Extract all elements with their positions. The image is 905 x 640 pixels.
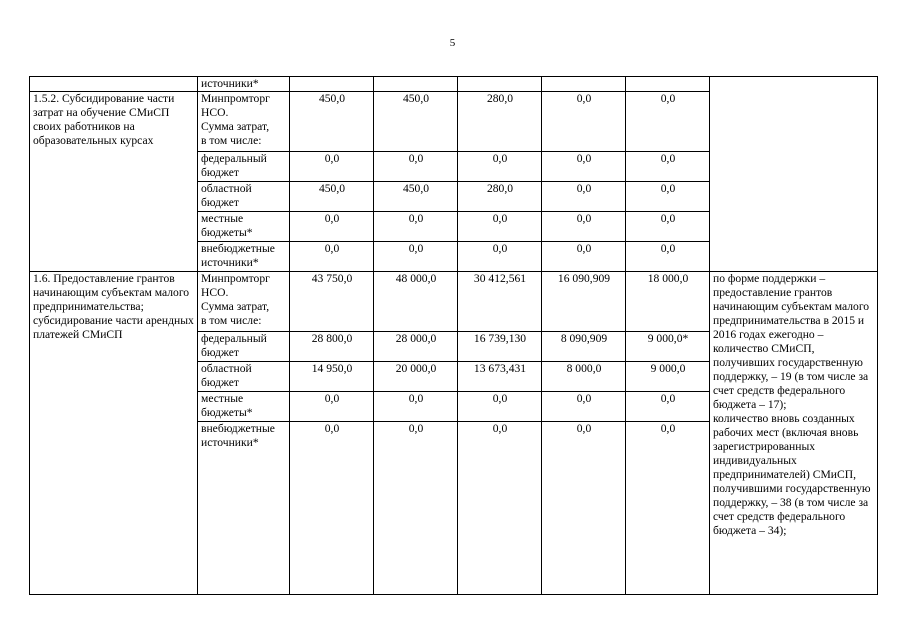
funding-source-cell: федеральный бюджет bbox=[198, 152, 290, 182]
value-cell bbox=[542, 77, 626, 92]
funding-source-cell: источники* bbox=[198, 77, 290, 92]
value-cell: 43 750,0 bbox=[290, 272, 374, 332]
value-cell: 0,0 bbox=[458, 212, 542, 242]
value-cell: 0,0 bbox=[626, 152, 710, 182]
value-cell: 13 673,431 bbox=[458, 362, 542, 392]
funding-source-cell: областной бюджет bbox=[198, 182, 290, 212]
funding-source-cell: Минпромторг НСО. Сумма затрат, в том числе: bbox=[198, 272, 290, 332]
table-row bbox=[30, 272, 878, 332]
value-cell: 14 950,0 bbox=[290, 362, 374, 392]
value-cell: 280,0 bbox=[458, 182, 542, 212]
value-cell: 280,0 bbox=[458, 92, 542, 152]
funding-source-cell: внебюджетные источники* bbox=[198, 242, 290, 272]
funding-source-cell: местные бюджеты* bbox=[198, 212, 290, 242]
value-cell: 0,0 bbox=[290, 242, 374, 272]
value-cell: 18 000,0 bbox=[626, 272, 710, 332]
value-cell: 0,0 bbox=[542, 92, 626, 152]
value-cell: 0,0 bbox=[626, 182, 710, 212]
value-cell: 0,0 bbox=[542, 242, 626, 272]
value-cell: 0,0 bbox=[290, 152, 374, 182]
value-cell: 450,0 bbox=[290, 182, 374, 212]
value-cell: 30 412,561 bbox=[458, 272, 542, 332]
funding-source-cell: федеральный бюджет bbox=[198, 332, 290, 362]
value-cell: 0,0 bbox=[626, 422, 710, 595]
value-cell: 16 739,130 bbox=[458, 332, 542, 362]
value-cell: 0,0 bbox=[374, 242, 458, 272]
value-cell: 0,0 bbox=[626, 212, 710, 242]
value-cell: 48 000,0 bbox=[374, 272, 458, 332]
funding-source-cell: местные бюджеты* bbox=[198, 392, 290, 422]
value-cell: 0,0 bbox=[374, 212, 458, 242]
value-cell: 0,0 bbox=[458, 152, 542, 182]
value-cell: 8 090,909 bbox=[542, 332, 626, 362]
value-cell: 0,0 bbox=[542, 182, 626, 212]
measure-name-cell: 1.6. Предоставление грантов начинающим субъектам малого предпринимательства; субсидирование части арендных платежей СМиСП bbox=[30, 272, 198, 595]
expected-results-cell: по форме поддержки – предоставление грантов начинающим субъектам малого предпринимательства в 2015 и 2016 годах ежегодно – количество СМиСП, получивших государственную поддержку, – 19 (в том числе за счет средств федерального бюджета – 17); количество вновь созданных рабочих мест (включая вновь зарегистрированных индивидуальных предпринимателей) СМиСП, получившими государственную поддержку, – 38 (в том числе за счет средств федерального бюджета – 34); bbox=[710, 272, 878, 595]
value-cell: 8 000,0 bbox=[542, 362, 626, 392]
value-cell: 9 000,0 bbox=[626, 362, 710, 392]
value-cell: 0,0 bbox=[542, 152, 626, 182]
value-cell bbox=[290, 77, 374, 92]
value-cell: 0,0 bbox=[458, 422, 542, 595]
value-cell: 0,0 bbox=[458, 392, 542, 422]
value-cell: 0,0 bbox=[626, 242, 710, 272]
value-cell: 16 090,909 bbox=[542, 272, 626, 332]
funding-source-cell: областной бюджет bbox=[198, 362, 290, 392]
value-cell: 0,0 bbox=[542, 392, 626, 422]
value-cell: 450,0 bbox=[290, 92, 374, 152]
value-cell: 0,0 bbox=[626, 92, 710, 152]
value-cell: 0,0 bbox=[374, 392, 458, 422]
value-cell: 450,0 bbox=[374, 182, 458, 212]
value-cell: 28 800,0 bbox=[290, 332, 374, 362]
program-table bbox=[29, 76, 878, 595]
value-cell bbox=[458, 77, 542, 92]
funding-source-cell: внебюджетные источники* bbox=[198, 422, 290, 595]
value-cell: 0,0 bbox=[374, 152, 458, 182]
value-cell: 0,0 bbox=[542, 212, 626, 242]
value-cell: 28 000,0 bbox=[374, 332, 458, 362]
page-number: 5 bbox=[449, 37, 456, 49]
table-row bbox=[30, 77, 878, 92]
funding-source-cell: Минпромторг НСО. Сумма затрат, в том числе: bbox=[198, 92, 290, 152]
value-cell: 0,0 bbox=[458, 242, 542, 272]
measure-cell bbox=[30, 77, 198, 92]
value-cell: 9 000,0* bbox=[626, 332, 710, 362]
value-cell bbox=[374, 77, 458, 92]
value-cell: 0,0 bbox=[374, 422, 458, 595]
value-cell: 0,0 bbox=[290, 212, 374, 242]
value-cell: 0,0 bbox=[290, 422, 374, 595]
measure-name-cell: 1.5.2. Субсидирование части затрат на обучение СМиСП своих работников на образовательных курсах bbox=[30, 92, 198, 272]
value-cell: 450,0 bbox=[374, 92, 458, 152]
value-cell: 0,0 bbox=[290, 392, 374, 422]
value-cell bbox=[626, 77, 710, 92]
value-cell: 0,0 bbox=[542, 422, 626, 595]
value-cell: 0,0 bbox=[626, 392, 710, 422]
result-cell bbox=[710, 77, 878, 272]
value-cell: 20 000,0 bbox=[374, 362, 458, 392]
